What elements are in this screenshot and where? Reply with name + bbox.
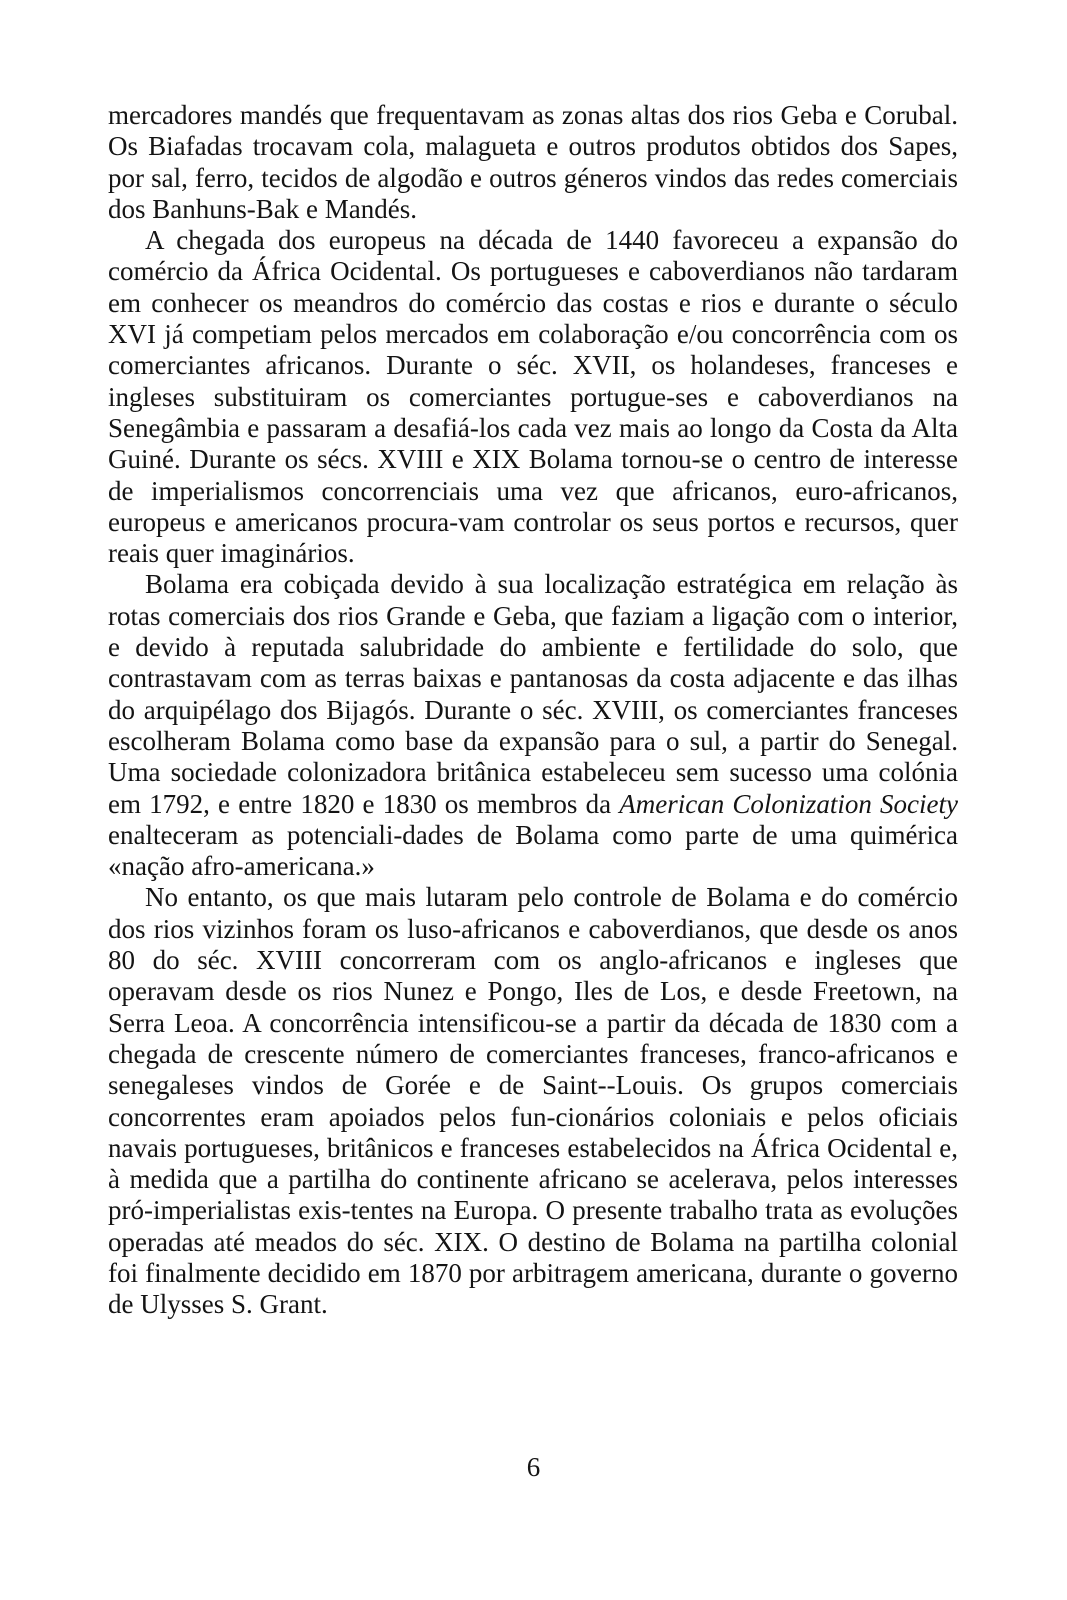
text-run: No entanto, os que mais lutaram pelo controle de Bolama e do comércio dos rios vizinhos foram os luso-africanos e caboverdianos, que desde os anos 80 do séc. XVIII concorreram com os anglo-africanos e ingleses que operavam desde os rios Nunez e Pongo, Iles de Los, e desde Freetown, na Serra Leoa. A concorrência intensificou-se a partir da década de 1830 com a chegada de crescente número de comerciantes franceses, franco-africanos e senegaleses vindos de Gorée e de Saint--Louis. Os grupos comerciais concorrentes eram apoiados pelos fun-cionários coloniais e pelos oficiais navais portugueses, britânicos e franceses estabelecidos na África Ocidental e, à medida que a partilha do continente africano se acelerava, pelos interesses pró-imperialistas exis-tentes na Europa. O presente trabalho trata as evoluções operadas até meados do séc. XIX. O destino de Bolama na partilha colonial foi finalmente decidido em 1870 por arbitragem americana, durante o governo de Ulysses S. Grant.: [108, 882, 958, 1320]
page-number: 6: [526, 1452, 541, 1482]
text-run: Bolama era cobiçada devido à sua localização estratégica em relação às rotas comerciais dos rios Grande e Geba, que faziam a ligação com o interior, e devido à reputada salubridade do ambiente e fertilidade do solo, que contrastavam com as terras baixas e pantanosas da costa adjacente e das ilhas do arquipélago dos Bijagós. Durante o séc. XVIII, os comerciantes franceses escolheram Bolama como base da expansão para o sul, a partir do Senegal. Uma sociedade colonizadora britânica estabeleceu sem sucesso uma colónia em 1792, e entre 1820 e 1830 os membros da: [108, 569, 958, 819]
paragraph-3: [108, 569, 958, 882]
paragraph-4: [108, 882, 958, 1320]
text-run: mercadores mandés que frequentavam as zonas altas dos rios Geba e Corubal. Os Biafadas trocavam cola, malagueta e outros produtos obtidos dos Sapes, por sal, ferro, tecidos de algodão e outros géneros vindos das redes comerciais dos Banhuns-Bak e Mandés.: [108, 100, 958, 224]
text-run: enalteceram as potenciali-dades de Bolama como parte de uma quimérica «nação afro-americana.»: [108, 819, 958, 882]
italic-society-name: American Colonization Society: [619, 788, 958, 819]
paragraph-2: [108, 225, 958, 569]
body-text: [108, 100, 958, 1321]
paragraph-1: [108, 100, 958, 225]
text-run: A chegada dos europeus na década de 1440 favoreceu a expansão do comércio da África Ocidental. Os portugueses e caboverdianos não tardaram em conhecer os meandros do comércio das costas e rios e durante o século XVI já competiam pelos mercados em colaboração e/ou concorrência com os comerciantes africanos. Durante o séc. XVII, os holandeses, franceses e ingleses substituiram os comerciantes portugue-ses e caboverdianos na Senegâmbia e passaram a desafiá-los cada vez mais ao longo da Costa da Alta Guiné. Durante os sécs. XVIII e XIX Bolama tornou-se o centro de interesse de imperialismos concorrenciais uma vez que africanos, euro-africanos, europeus e americanos procura-vam controlar os seus portos e recursos, quer reais quer imaginários.: [108, 225, 958, 569]
